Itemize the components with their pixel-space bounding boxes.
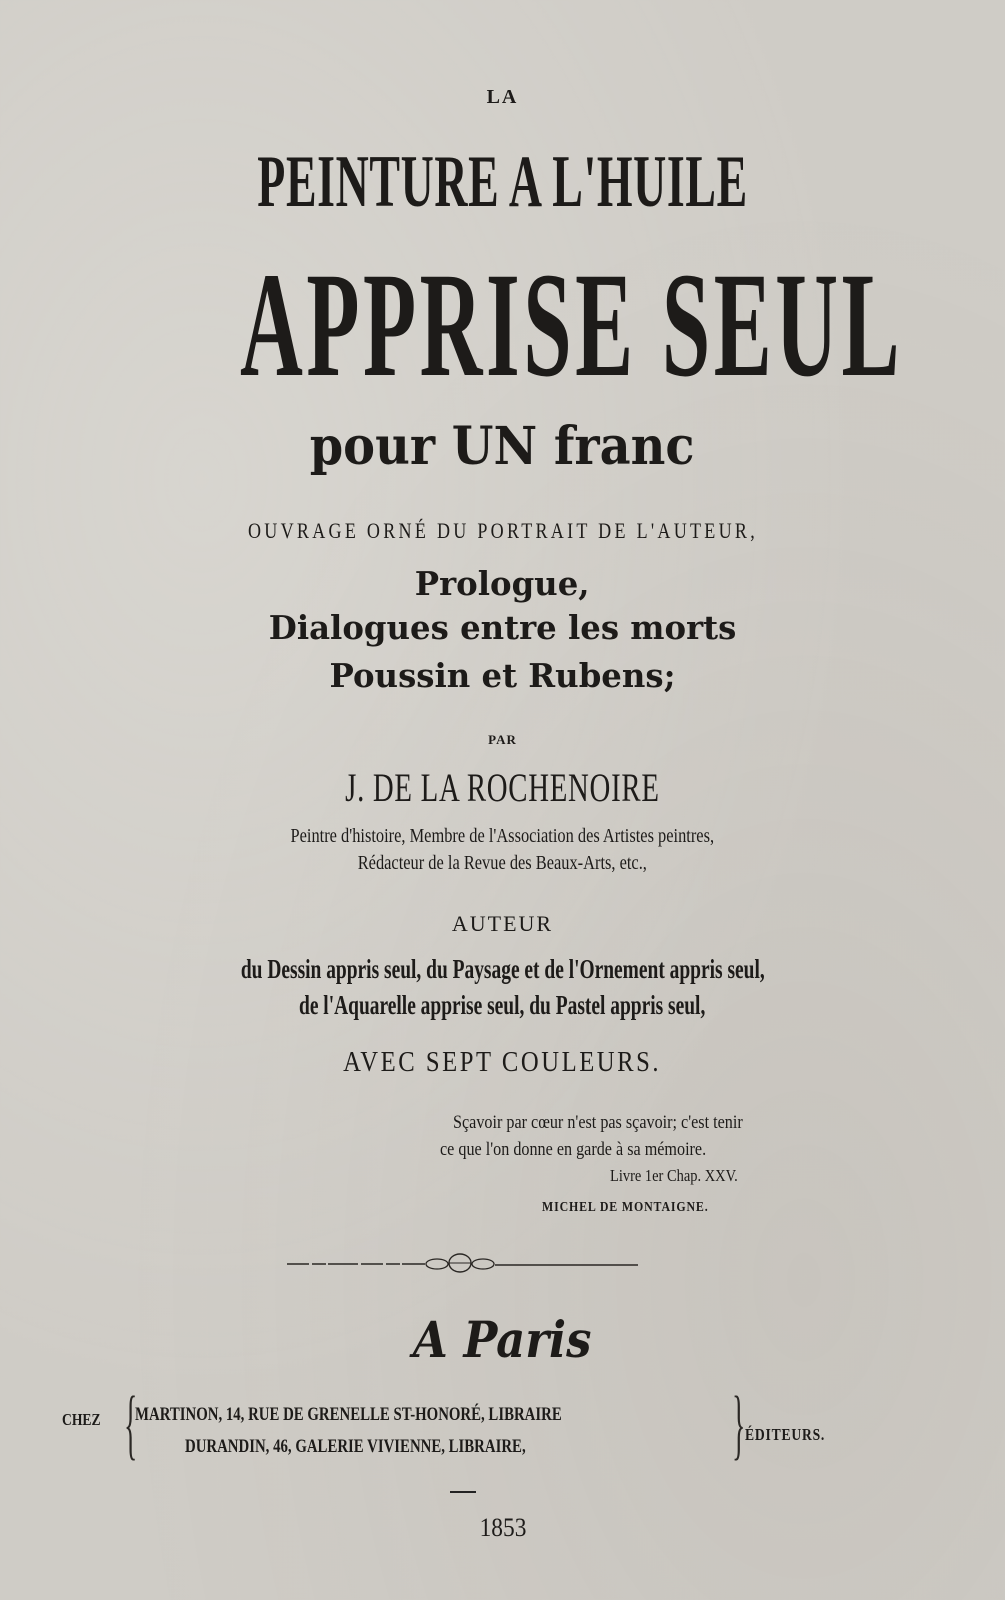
- epigraph-reference-text: Livre 1er Chap. XXV.: [610, 1166, 738, 1185]
- publication-year-text: 1853: [479, 1513, 526, 1542]
- epigraph-line: [453, 1112, 794, 1134]
- contents-prologue: Prologue,: [415, 564, 590, 603]
- publisher-entry-text: DURANDIN, 46, GALERIE VIVIENNE, LIBRAIRE,: [185, 1436, 526, 1457]
- description: [0, 518, 1005, 544]
- contents-poussin-rubens: Poussin et Rubens;: [329, 656, 676, 695]
- publisher-entry: [185, 1436, 622, 1458]
- other-works-text: du Dessin appris seul, du Paysage et de l'Ornement appris seul,: [240, 954, 765, 984]
- author-name: [0, 764, 1005, 811]
- other-works-line: [0, 954, 1005, 985]
- publication-year: [0, 1513, 1005, 1543]
- title-line-2: [0, 242, 1005, 408]
- contents-line: [0, 608, 1005, 647]
- color-note: [0, 1046, 1005, 1079]
- other-works-line: [0, 990, 1005, 1021]
- epigraph-reference: [610, 1166, 760, 1186]
- price-line-text: pour UN franc: [310, 416, 695, 477]
- place-of-publication-text: A Paris: [413, 1310, 592, 1369]
- place-of-publication: [0, 1310, 1005, 1369]
- publishers-prefix-text: CHEZ: [62, 1410, 101, 1429]
- publishers-prefix: [62, 1410, 110, 1430]
- publisher-entry-text: MARTINON, 14, RUE DE GRENELLE ST-HONORÉ, LIBRAIRE: [135, 1404, 562, 1425]
- right-brace-icon: }: [732, 1380, 746, 1467]
- author-qualification: [0, 825, 1005, 848]
- epigraph-line: [440, 1139, 753, 1161]
- epigraph-line-text: Sçavoir par cœur n'est pas sçavoir; c'est tenir: [453, 1112, 743, 1133]
- author-heading: AUTEUR: [451, 911, 554, 936]
- contents-line: [0, 656, 1005, 695]
- publishers-suffix-text: ÉDITEURS.: [745, 1425, 826, 1444]
- author-qualification: [0, 852, 1005, 875]
- title-line-2-text: APPRISE SEUL: [240, 242, 904, 408]
- author-qualification-text: Rédacteur de la Revue des Beaux-Arts, etc.,: [357, 852, 648, 874]
- epigraph-line-text: ce que l'on donne en garde à sa mémoire.: [440, 1139, 707, 1160]
- publishers-suffix: [745, 1425, 845, 1445]
- color-note-text: AVEC SEPT COULEURS.: [343, 1046, 662, 1078]
- description-text: OUVRAGE ORNÉ DU PORTRAIT DE L'AUTEUR,: [247, 518, 758, 543]
- contents-dialogues: Dialogues entre les morts: [268, 608, 737, 647]
- divider: [450, 1491, 476, 1493]
- scroll-ornament-icon: [285, 1251, 640, 1275]
- title-article: LA: [486, 86, 519, 108]
- contents-line: [0, 564, 1005, 603]
- epigraph-attribution-text: MICHEL DE MONTAIGNE.: [542, 1200, 709, 1215]
- author-name-text: J. DE LA ROCHENOIRE: [345, 765, 660, 810]
- by-label: PAR: [488, 732, 517, 747]
- author-qualification-text: Peintre d'histoire, Membre de l'Association des Artistes peintres,: [290, 825, 715, 847]
- publisher-entry: [135, 1404, 682, 1426]
- price-line: [0, 416, 1005, 477]
- title-line-1: [0, 140, 1005, 225]
- title-line-1-text: PEINTURE A L'HUILE: [257, 141, 748, 223]
- epigraph-attribution: [542, 1200, 738, 1216]
- left-brace-icon: {: [124, 1380, 138, 1467]
- other-works-text: de l'Aquarelle apprise seul, du Pastel appris seul,: [299, 990, 706, 1020]
